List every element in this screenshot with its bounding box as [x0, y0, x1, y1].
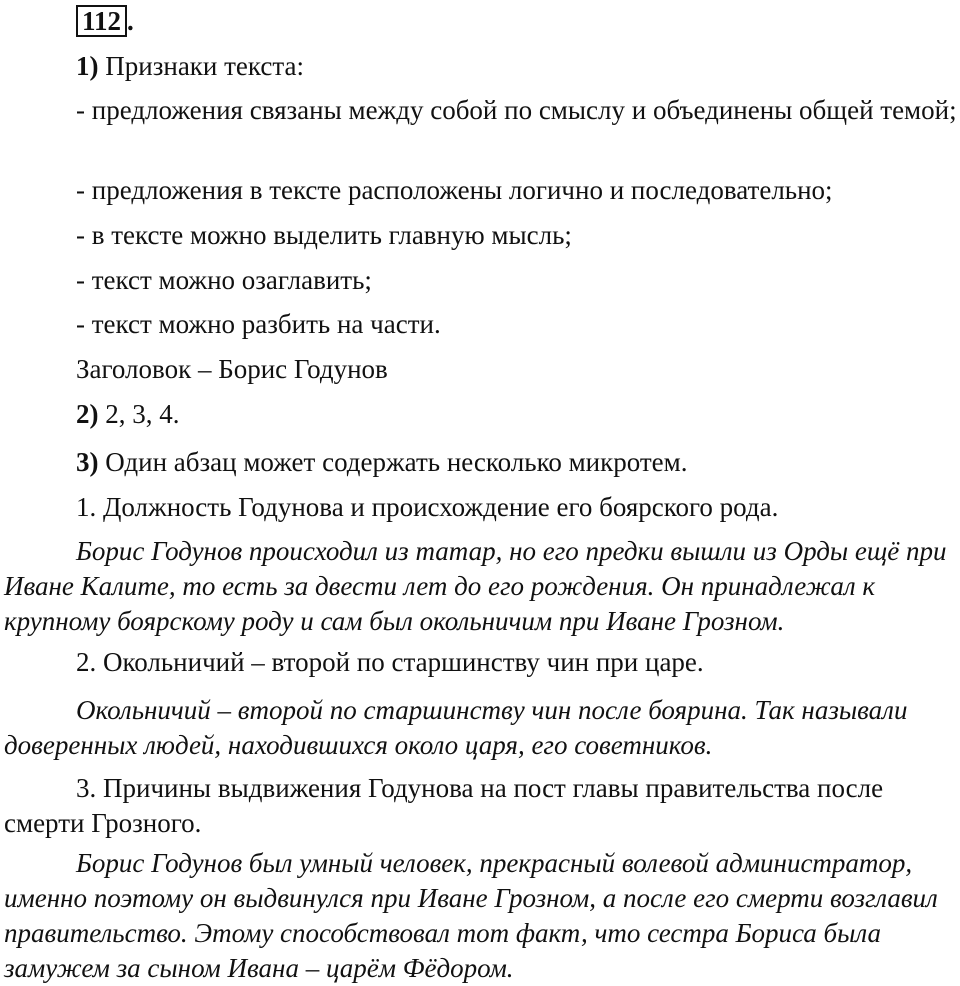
- paragraph-13: Окольничий – второй по старшинству чин после боярина. Так называли доверенных людей, находившихся около царя, его советников.: [4, 695, 908, 760]
- paragraph-6: - текст можно разбить на части.: [76, 309, 441, 339]
- paragraph-8-text: 2, 3, 4.: [98, 399, 180, 429]
- exercise-number-box: 112: [76, 5, 127, 37]
- paragraph-12: 2. Окольничий – второй по старшинству чин при царе.: [76, 647, 704, 677]
- paragraph-2: - предложения связаны между собой по смыслу и объединены общей темой;: [76, 95, 957, 125]
- paragraph-10: 1. Должность Годунова и происхождение его боярского рода.: [76, 492, 779, 522]
- item-number-2: 2): [76, 399, 99, 429]
- paragraph-1-text: Признаки текста:: [98, 51, 304, 81]
- paragraph-11: Борис Годунов происходил из татар, но его предки вышли из Орды ещё при Иване Калите, то есть за двести лет до его рождения. Он принадлежал к крупному боярскому роду и сам был окольничим при Иване Грозном.: [4, 536, 947, 636]
- paragraph-9-text: Один абзац может содержать несколько микротем.: [98, 447, 688, 477]
- paragraph-4: - в тексте можно выделить главную мысль;: [76, 220, 572, 250]
- item-number-3: 3): [76, 447, 99, 477]
- paragraph-8: [4, 397, 958, 432]
- paragraph-9: [4, 445, 958, 480]
- exercise-number-suffix: .: [127, 6, 134, 36]
- paragraph-5: - текст можно озаглавить;: [76, 265, 372, 295]
- paragraph-1: [4, 49, 958, 84]
- item-number-1: 1): [76, 51, 99, 81]
- paragraph-15: Борис Годунов был умный человек, прекрасный волевой администратор, именно поэтому он выдвинулся при Иване Грозном, а после его смерти возглавил правительство. Этому способствовал тот факт, что сестра Бориса была замужем за сыном Ивана – царём Фёдором.: [4, 848, 938, 983]
- paragraph-7: Заголовок – Борис Годунов: [76, 354, 388, 384]
- exercise-number: [76, 5, 134, 37]
- paragraph-14: 3. Причины выдвижения Годунова на пост главы правительства после смерти Грозного.: [4, 773, 884, 838]
- paragraph-3: - предложения в тексте расположены логично и последовательно;: [76, 175, 833, 205]
